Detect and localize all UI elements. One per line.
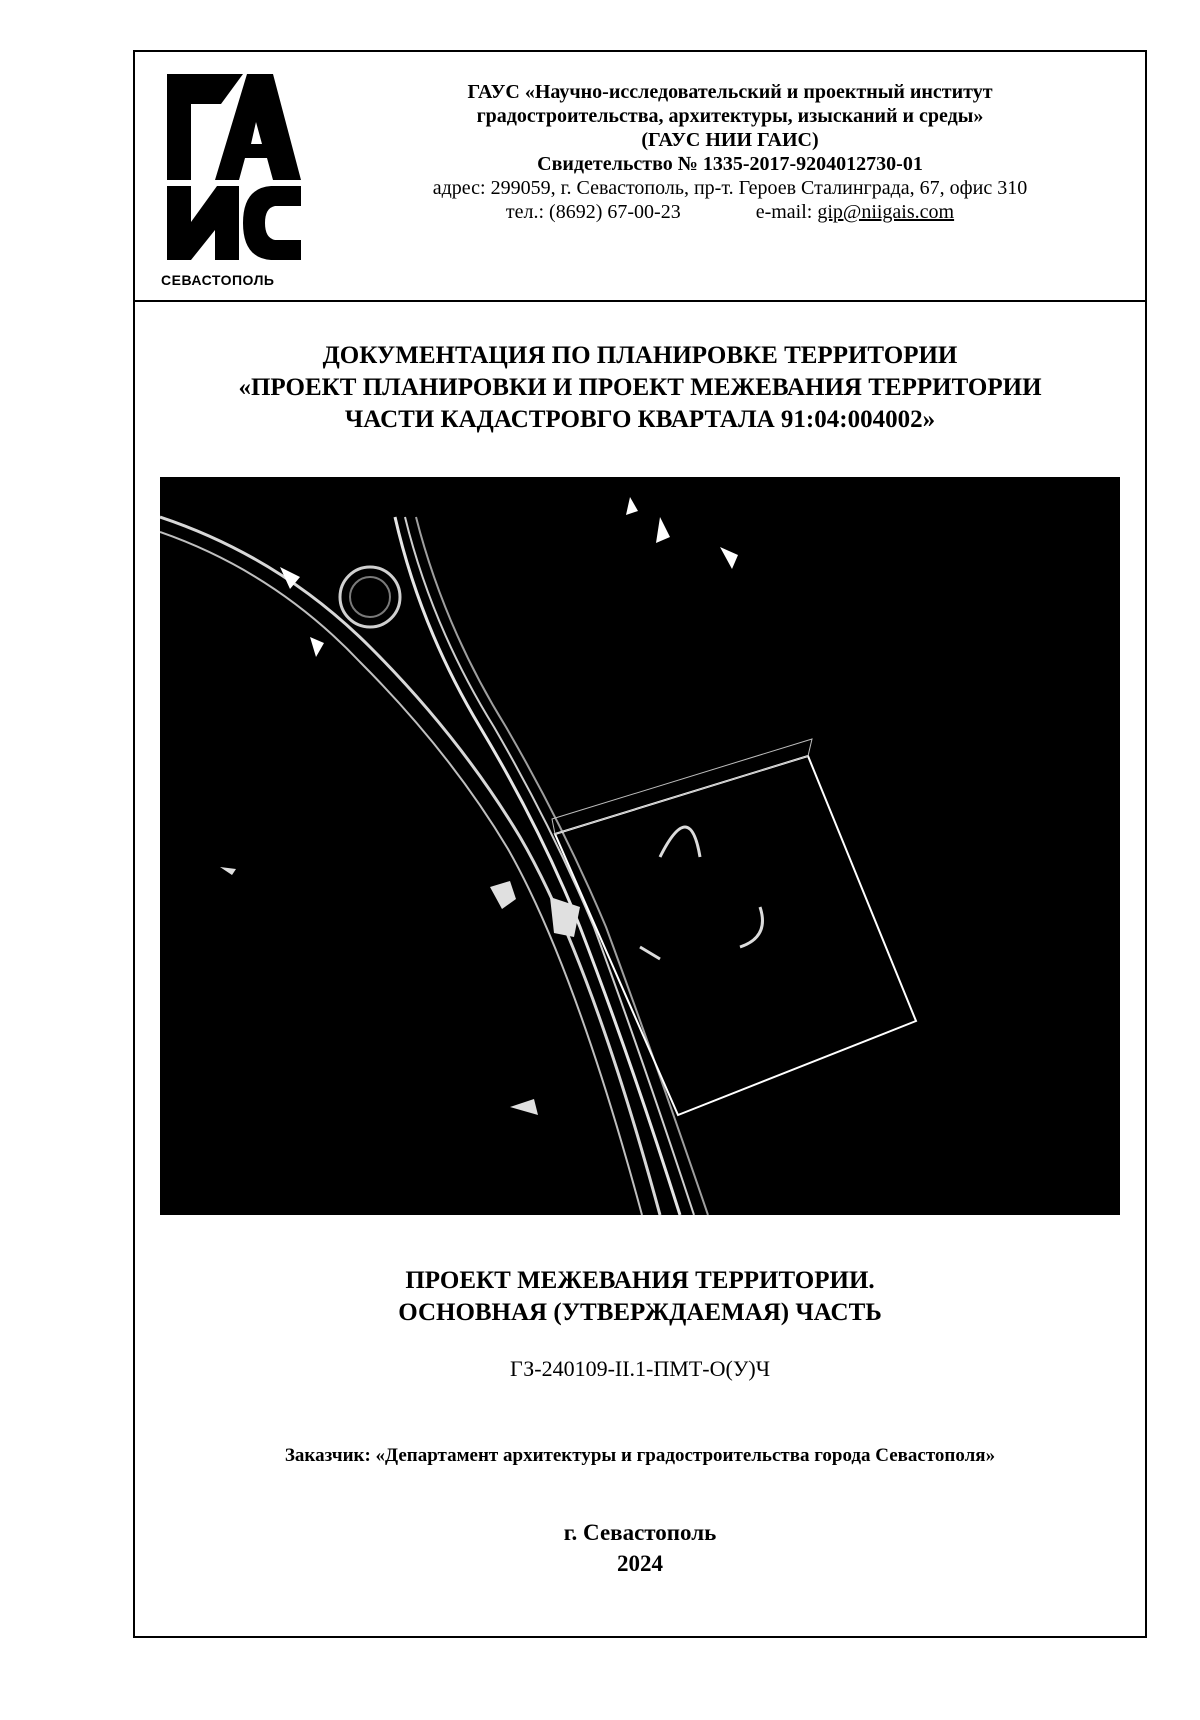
part-title-line-1: ПРОЕКТ МЕЖЕВАНИЯ ТЕРРИТОРИИ.: [405, 1267, 875, 1294]
title-line-1: ДОКУМЕНТАЦИЯ ПО ПЛАНИРОВКЕ ТЕРРИТОРИИ: [322, 342, 958, 369]
org-short-name: (ГАУС НИИ ГАИС): [641, 129, 819, 151]
part-title: [135, 1265, 1145, 1329]
page-frame: [133, 50, 1147, 1638]
year: 2024: [617, 1551, 663, 1576]
org-name-line2: градостроительства, архитектуры, изысканий и среды»: [476, 105, 984, 127]
aerial-photo: [160, 477, 1120, 1215]
part-title-line-2: ОСНОВНАЯ (УТВЕРЖДАЕМАЯ) ЧАСТЬ: [398, 1299, 882, 1326]
city-year: [135, 1517, 1145, 1579]
document-title: [135, 340, 1145, 436]
customer: Заказчик: «Департамент архитектуры и градостроительства города Севастополя»: [284, 1445, 996, 1466]
email-label: e-mail:: [755, 201, 813, 223]
certificate: Свидетельство № 1335-2017-9204012730-01: [537, 153, 923, 175]
address: адрес: 299059, г. Севастополь, пр-т. Героев Сталинграда, 67, офис 310: [432, 177, 1028, 199]
document-code: ГЗ-240109-II.1-ПМТ-О(У)Ч: [509, 1356, 771, 1381]
org-name-line1: ГАУС «Научно-исследовательский и проектный институт: [467, 81, 993, 103]
gais-logo-icon: [161, 70, 301, 295]
email-link[interactable]: gip@niigais.com: [817, 201, 955, 223]
logo-caption: СЕВАСТОПОЛЬ: [161, 272, 275, 288]
header-block: [135, 52, 1145, 302]
contacts: [335, 200, 1125, 224]
phone: тел.: (8692) 67-00-23: [505, 201, 681, 223]
title-line-3: ЧАСТИ КАДАСТРОВГО КВАРТАЛА 91:04:004002»: [344, 406, 936, 433]
title-line-2: «ПРОЕКТ ПЛАНИРОВКИ И ПРОЕКТ МЕЖЕВАНИЯ ТЕРРИТОРИИ: [238, 374, 1042, 401]
organization-info: [335, 80, 1125, 224]
city: г. Севастополь: [563, 1520, 717, 1545]
